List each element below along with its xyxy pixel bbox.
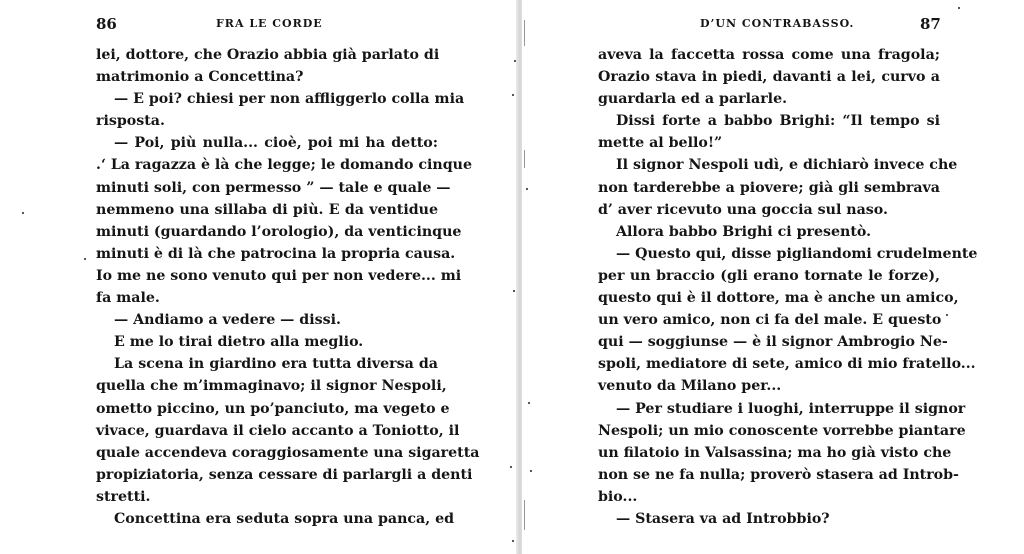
text-line: minuti soli, con permesso ” — tale e quale — (96, 179, 451, 196)
text-line: minuti è di là che patrocina la propria causa. (96, 245, 456, 262)
left-page-number: 86 (96, 15, 117, 33)
scan-speck (530, 470, 532, 472)
scan-edge-mark (524, 150, 525, 168)
text-line: non tarderebbe a piovere; già gli sembrava (598, 179, 940, 196)
text-line: ometto piccino, un po’panciuto, ma vegeto e (96, 400, 450, 417)
text-line: un vero amico, non ci fa del male. E questo (598, 312, 942, 329)
text-line: nemmeno una sillaba di più. E da ventidue (96, 201, 438, 218)
text-line: spoli, mediatore di sete, amico di mio fratello... (598, 356, 976, 373)
text-line: La scena in giardino era tutta diversa da (114, 356, 438, 373)
text-line: Nespoli; un mio conoscente vorrebbe piantare (598, 422, 966, 439)
text-line: venuto da Milano per... (598, 378, 782, 395)
text-line: — Poi, più nulla... cioè, poi mi ha detto: (114, 135, 438, 152)
left-running-title: FRA LE CORDE (216, 17, 323, 30)
scan-speck (22, 212, 24, 214)
text-line: aveva la faccetta rossa come una fragola; (598, 47, 940, 63)
text-line: — Questo qui, disse pigliandomi crudelmente (616, 245, 978, 262)
left-page-text (96, 44, 480, 530)
scan-speck (513, 290, 515, 292)
scan-speck (512, 94, 514, 96)
right-page (522, 0, 1024, 554)
scan-speck (958, 7, 960, 9)
scan-speck (512, 540, 514, 542)
text-line: risposta. (96, 113, 165, 130)
text-line: matrimonio a Concettina? (96, 69, 304, 86)
text-line: un filatoio in Valsassina; ma ho già visto che (598, 444, 952, 461)
text-line: propiziatoria, senza cessare di parlargli a denti (96, 466, 473, 483)
text-line: guardarla ed a parlarle. (598, 91, 788, 108)
text-line: stretti. (96, 488, 151, 505)
text-line: — E poi? chiesi per non affliggerlo colla mia (114, 91, 465, 108)
text-line: — Andiamo a vedere — dissi. (114, 312, 341, 329)
text-line: — Stasera va ad Introbbio? (616, 510, 830, 527)
text-line: vivace, guardava il cielo accanto a Toniotto, il (96, 422, 460, 439)
text-line: Allora babbo Brighi ci presentò. (616, 223, 872, 240)
scan-speck (528, 402, 530, 404)
scan-speck (946, 314, 948, 316)
scan-edge-mark (524, 500, 525, 530)
text-line: .‘ La ragazza è là che legge; le domando cinque (96, 157, 473, 174)
text-line: non se ne fa nulla; proverò stasera ad Introb- (598, 466, 959, 483)
text-line: minuti (guardando l’orologio), da venticinque (96, 223, 462, 240)
scan-speck (510, 466, 512, 468)
text-line: mette al bello!” (598, 135, 723, 152)
text-line: Il signor Nespoli udì, e dichiarò invece che (616, 157, 958, 174)
text-line: Io me ne sono venuto qui per non vedere... mi (96, 267, 462, 284)
text-line: quella che m’immaginavo; il signor Nespoli, (96, 378, 447, 395)
text-line: — Per studiare i luoghi, interruppe il signor (616, 400, 966, 417)
scan-speck (84, 258, 86, 260)
text-line: qui — soggiunse — è il signor Ambrogio Ne- (598, 334, 948, 351)
text-line: d’ aver ricevuto una goccia sul naso. (598, 201, 888, 218)
scan-edge-mark (524, 20, 525, 46)
scan-speck (526, 188, 528, 190)
text-line: lei, dottore, che Orazio abbia già parlato di (96, 47, 440, 63)
text-line: fa male. (96, 290, 160, 307)
right-running-title: D’UN CONTRABASSO. (700, 17, 855, 30)
text-line: Orazio stava in piedi, davanti a lei, curvo a (598, 69, 940, 86)
text-line: bio... (598, 488, 638, 505)
text-line: Dissi forte a babbo Brighi: “Il tempo si (616, 113, 940, 130)
right-page-number: 87 (920, 15, 941, 33)
text-line: Concettina era seduta sopra una panca, ed (114, 510, 455, 527)
text-line: questo qui è il dottore, ma è anche un amico, (598, 290, 959, 307)
right-page-text (598, 44, 978, 530)
text-line: per un braccio (gli erano tornate le forze), (598, 267, 940, 284)
text-line: E me lo tirai dietro alla meglio. (114, 334, 364, 351)
text-line: quale accendeva coraggiosamente una sigaretta (96, 444, 480, 461)
